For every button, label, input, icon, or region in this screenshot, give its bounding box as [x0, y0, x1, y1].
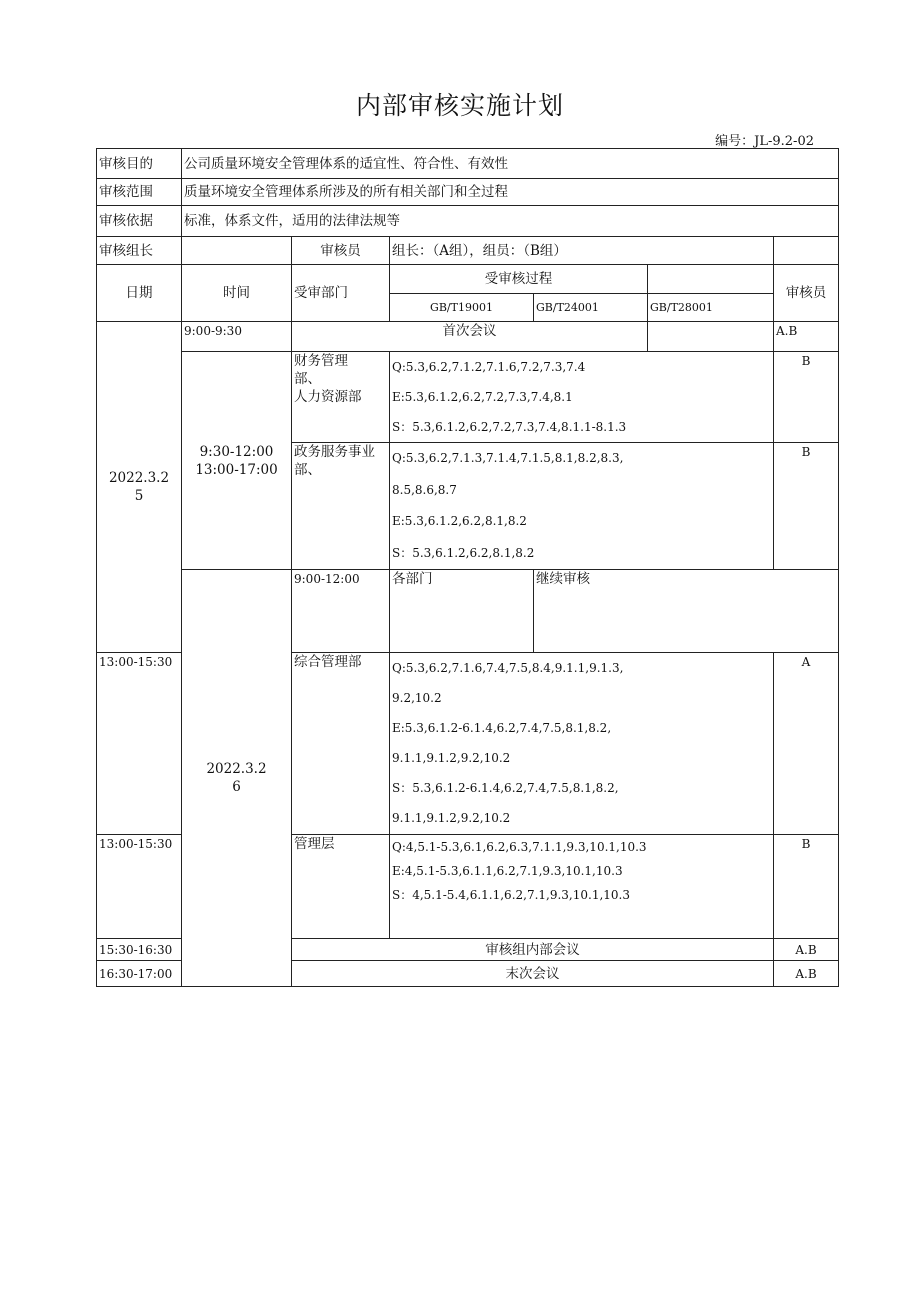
date-line: 2022.3.2 [108, 470, 170, 486]
time-cell: 9:00-9:30 [182, 322, 292, 352]
process-line: 8.5,8.6,8.7 [392, 482, 457, 497]
document-code: 编号：JL-9.2-02 [715, 134, 814, 149]
dept-line: 部、 [294, 462, 321, 478]
scope-label: 审核范围 [97, 179, 182, 206]
process-line: Q:4,5.1-5.3,6.1,6.2,6.3,7.1.1,9.3,10.1,10.3 [392, 840, 647, 854]
time-cell [182, 352, 292, 570]
auditor-cell: A.B [774, 939, 839, 961]
empty-cell [648, 265, 774, 294]
process-line: 9.1.1,9.1.2,9.2,10.2 [392, 811, 511, 825]
process-cell: 继续审核 [534, 570, 839, 653]
process-line: 9.1.1,9.1.2,9.2,10.2 [392, 751, 511, 765]
auditor-label: 审核员 [292, 237, 390, 265]
standard-gbt19001: GB/T19001 [390, 294, 534, 322]
auditor-cell: B [774, 443, 839, 570]
col-time-header: 时间 [182, 265, 292, 322]
audit-plan-table [96, 148, 839, 987]
auditor-cell: A [774, 653, 839, 835]
dept-line: 财务管理 [294, 353, 348, 369]
process-line: S：4,5.1-5.4,6.1.1,6.2,7.1,9.3,10.1,10.3 [392, 888, 631, 902]
time-cell: 13:00-15:30 [97, 835, 182, 939]
dept-cell: 各部门 [390, 570, 534, 653]
process-line: S：5.3,6.1.2,6.2,7.2,7.3,7.4,8.1.1-8.1.3 [392, 420, 627, 434]
basis-label: 审核依据 [97, 206, 182, 237]
process-line: E:5.3,6.1.2,6.2,8.1,8.2 [392, 514, 527, 528]
page-title: 内部审核实施计划 [355, 91, 564, 120]
time-cell: 13:00-15:30 [97, 653, 182, 835]
process-line: E:5.3,6.1.2,6.2,7.2,7.3,7.4,8.1 [392, 390, 573, 404]
date-line: 2022.3.2 [206, 761, 267, 777]
dept-cell [292, 352, 390, 443]
date-line: 5 [134, 488, 144, 504]
scope-value: 质量环境安全管理体系所涉及的所有相关部门和全过程 [182, 179, 839, 206]
dept-line: 人力资源部 [294, 389, 362, 405]
process-line: S：5.3,6.1.2,6.2,8.1,8.2 [392, 545, 535, 560]
date-line: 6 [232, 779, 241, 795]
standard-gbt24001: GB/T24001 [534, 294, 648, 322]
process-cell [390, 443, 774, 570]
time-cell: 9:00-12:00 [292, 570, 390, 653]
process-line: Q:5.3,6.2,7.1.6,7.4,7.5,8.4,9.1.1,9.1.3, [392, 661, 624, 675]
process-line: S：5.3,6.1.2-6.1.4,6.2,7.4,7.5,8.1,8.2, [392, 781, 619, 795]
time-cell: 15:30-16:30 [97, 939, 182, 961]
auditor-cell: A.B [774, 322, 839, 352]
process-cell [390, 835, 774, 939]
empty-cell [648, 322, 774, 352]
auditor-groups: 组长：（A组），组员：（B组） [390, 237, 774, 265]
dept-line: 部、 [294, 371, 321, 387]
purpose-value: 公司质量环境安全管理体系的适宜性、符合性、有效性 [182, 149, 839, 179]
leader-value [182, 237, 292, 265]
col-date-header: 日期 [97, 265, 182, 322]
date-cell [182, 570, 292, 987]
col-process-header: 受审核过程 [390, 265, 648, 294]
process-cell [390, 352, 774, 443]
process-line: Q:5.3,6.2,7.1.2,7.1.6,7.2,7.3,7.4 [392, 360, 586, 374]
basis-value: 标准，体系文件，适用的法律法规等 [182, 206, 839, 237]
auditor-cell: B [774, 835, 839, 939]
time-line: 9:30-12:00 [199, 443, 274, 460]
auditor-cell: A.B [774, 961, 839, 987]
col-dept-header: 受审部门 [292, 265, 390, 322]
process-line: E:4,5.1-5.3,6.1.1,6.2,7.1,9.3,10.1,10.3 [392, 864, 623, 878]
time-cell: 16:30-17:00 [97, 961, 182, 987]
auditor-cell: B [774, 352, 839, 443]
process-line: 9.2,10.2 [392, 691, 442, 705]
event-cell: 审核组内部会议 [292, 939, 774, 961]
dept-cell [292, 443, 390, 570]
purpose-label: 审核目的 [97, 149, 182, 179]
process-line: Q:5.3,6.2,7.1.3,7.1.4,7.1.5,8.1,8.2,8.3, [392, 451, 624, 465]
dept-cell: 管理层 [292, 835, 390, 939]
date-cell [97, 322, 182, 653]
process-cell [390, 653, 774, 835]
dept-line: 政务服务事业 [294, 444, 375, 460]
process-line: E:5.3,6.1.2-6.1.4,6.2,7.4,7.5,8.1,8.2, [392, 721, 612, 735]
time-line: 13:00-17:00 [195, 461, 278, 478]
empty-cell [774, 237, 839, 265]
dept-cell: 综合管理部 [292, 653, 390, 835]
event-cell: 末次会议 [292, 961, 774, 987]
event-cell: 首次会议 [292, 322, 648, 352]
col-auditor-header: 审核员 [774, 265, 839, 322]
leader-label: 审核组长 [97, 237, 182, 265]
standard-gbt28001: GB/T28001 [648, 294, 774, 322]
